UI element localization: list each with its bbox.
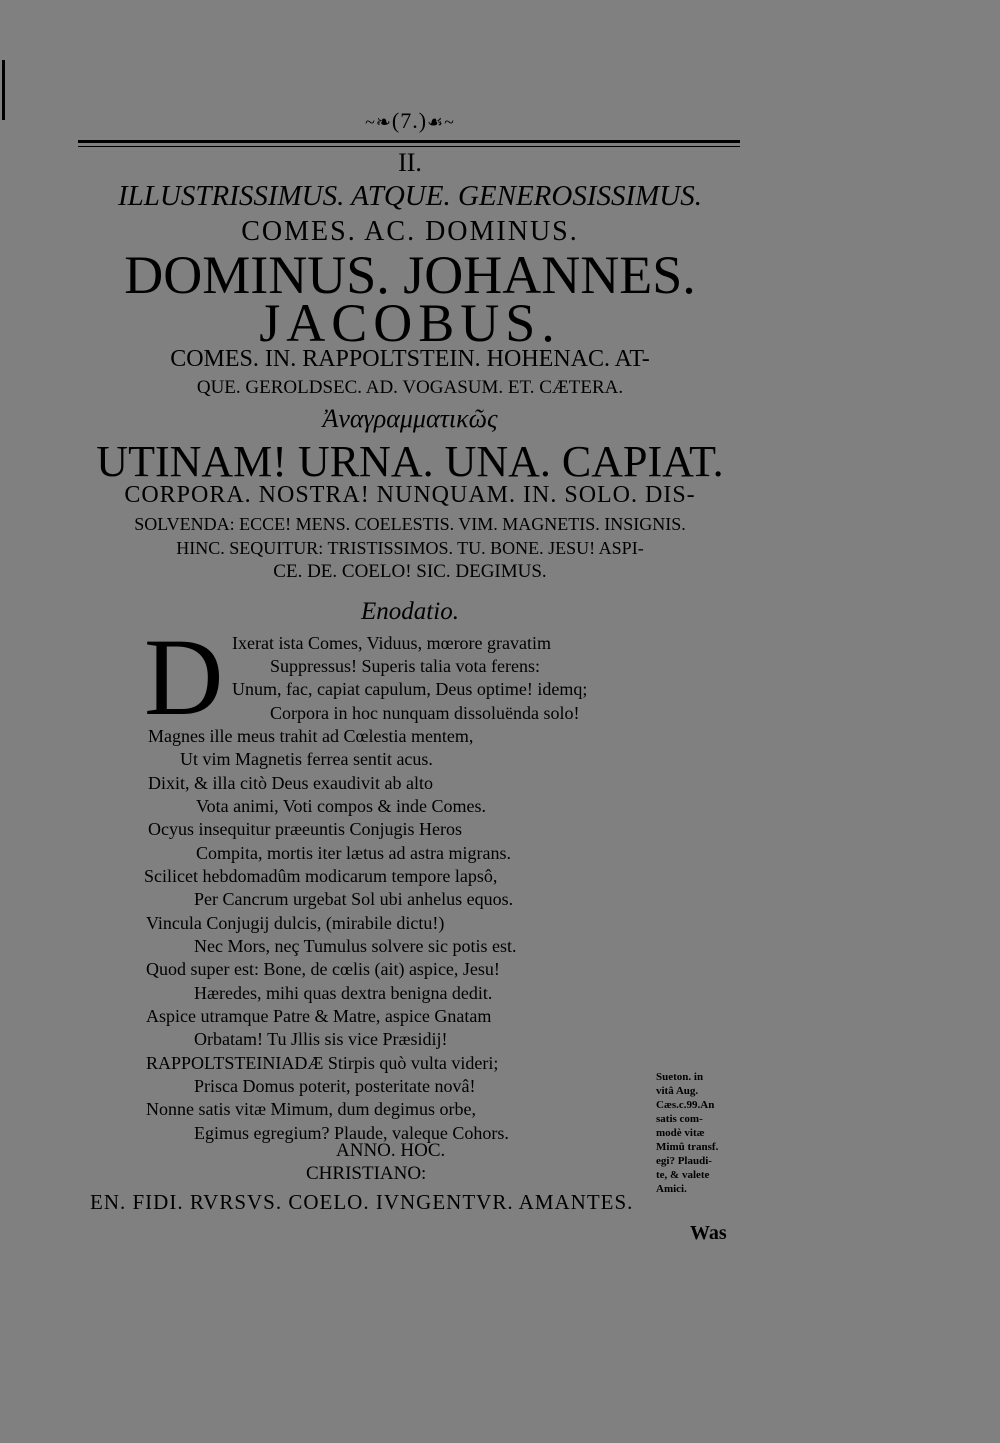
- page-edge-mark: [2, 60, 5, 120]
- section-number: II.: [398, 148, 422, 177]
- poem-line: Compita, mortis iter lætus ad astra migrans.: [196, 843, 511, 863]
- page-number: (7.): [391, 108, 428, 133]
- poem-line: Egimus egregium? Plaude, valeque Cohors.: [194, 1123, 509, 1143]
- poem-line: RAPPOLTSTEINIADÆ Stirpis quò vulta videri;: [146, 1053, 499, 1073]
- poem-line: Dixit, & illa citò Deus exaudivit ab alto: [148, 773, 433, 793]
- margin-note-line: Amici.: [656, 1183, 687, 1195]
- catchword: Was: [690, 1222, 727, 1244]
- poem-line: Nec Mors, neç Tumulus solvere sic potis est.: [194, 936, 517, 956]
- anagram-line-1: UTINAM! URNA. UNA. CAPIAT.: [96, 437, 724, 486]
- poem-line: Ut vim Magnetis ferrea sentit acus.: [180, 749, 433, 769]
- header-rule: [78, 140, 740, 143]
- title-line-3: DOMINUS. JOHANNES.: [124, 245, 696, 305]
- greek-heading: Ἀναγραμματικῶς: [322, 404, 498, 433]
- poem-line: Magnes ille meus trahit ad Cœlestia mentem,: [148, 726, 474, 746]
- margin-note-line: Mimû transf.: [656, 1141, 719, 1153]
- margin-note-line: modè vitæ: [656, 1127, 705, 1139]
- poem-line: Ocyus insequitur præeuntis Conjugis Heros: [148, 819, 462, 839]
- anagram-line-5: CE. DE. COELO! SIC. DEGIMUS.: [273, 561, 547, 582]
- poem-line: Aspice utramque Patre & Matre, aspice Gnatam: [146, 1006, 492, 1026]
- poem-line: Unum, fac, capiat capulum, Deus optime! idemq;: [232, 679, 588, 699]
- margin-note: [656, 1070, 736, 1196]
- title-line-4: JACOBUS.: [259, 293, 561, 353]
- drop-cap: D: [144, 616, 224, 738]
- title-line-5: COMES. IN. RAPPOLTSTEIN. HOHENAC. AT-: [170, 346, 650, 372]
- anagram-line-3: SOLVENDA: ECCE! MENS. COELESTIS. VIM. MAGNETIS. INSIGNIS.: [134, 514, 686, 534]
- poem-heading: Enodatio.: [361, 598, 459, 625]
- poem-line: Suppressus! Superis talia vota ferens:: [270, 656, 540, 676]
- chronogram: EN. FIDI. RVRSVS. COELO. IVNGENTVR. AMANTES.: [90, 1190, 634, 1214]
- poem-line: Prisca Domus poterit, posteritate novâ!: [194, 1076, 476, 1096]
- poem-line: Vota animi, Voti compos & inde Comes.: [196, 796, 487, 816]
- poem-line: Hæredes, mihi quas dextra benigna dedit.: [194, 983, 493, 1003]
- header-rule-thin: [78, 146, 740, 147]
- poem-line: Ixerat ista Comes, Viduus, mœrore gravatim: [232, 633, 552, 653]
- poem-line: Quod super est: Bone, de cœlis (ait) aspice, Jesu!: [146, 959, 500, 979]
- poem-line: Nonne satis vitæ Mimum, dum degimus orbe,: [146, 1099, 476, 1119]
- margin-note-line: satis com-: [656, 1113, 703, 1125]
- margin-note-line: te, & valete: [656, 1169, 710, 1181]
- poem-line: Scilicet hebdomadûm modicarum tempore lapsô,: [144, 866, 498, 886]
- margin-note-line: vitâ Aug.: [656, 1085, 699, 1097]
- anagram-line-2: CORPORA. NOSTRA! NUNQUAM. IN. SOLO. DIS-: [124, 482, 696, 508]
- ornament-right: ☙~: [427, 112, 455, 132]
- poem-line: Orbatam! Tu Jllis sis vice Præsidij!: [194, 1029, 448, 1049]
- closing-christiano: CHRISTIANO:: [306, 1163, 427, 1184]
- title-line-1: ILLUSTRISSIMUS. ATQUE. GENEROSISSIMUS.: [118, 180, 702, 212]
- closing-anno: ANNO. HOC.: [336, 1140, 446, 1161]
- margin-note-line: egi? Plaudi-: [656, 1155, 712, 1167]
- poem-line: Per Cancrum urgebat Sol ubi anhelus equos.: [194, 889, 514, 909]
- poem-line: Vincula Conjugij dulcis, (mirabile dictu!): [146, 913, 445, 933]
- ornament-left: ~❧: [365, 112, 392, 132]
- poem-line: Corpora in hoc nunquam dissoluënda solo!: [270, 703, 580, 723]
- anagram-line-4: HINC. SEQUITUR: TRISTISSIMOS. TU. BONE. JESU! ASPI-: [176, 538, 644, 558]
- margin-note-line: Sueton. in: [656, 1071, 704, 1083]
- title-line-6: QUE. GEROLDSEC. AD. VOGASUM. ET. CÆTERA.: [196, 377, 624, 398]
- margin-note-line: Cæs.c.99.An: [656, 1099, 715, 1111]
- page-number-header: [60, 108, 760, 134]
- title-line-2: COMES. AC. DOMINUS.: [241, 216, 579, 247]
